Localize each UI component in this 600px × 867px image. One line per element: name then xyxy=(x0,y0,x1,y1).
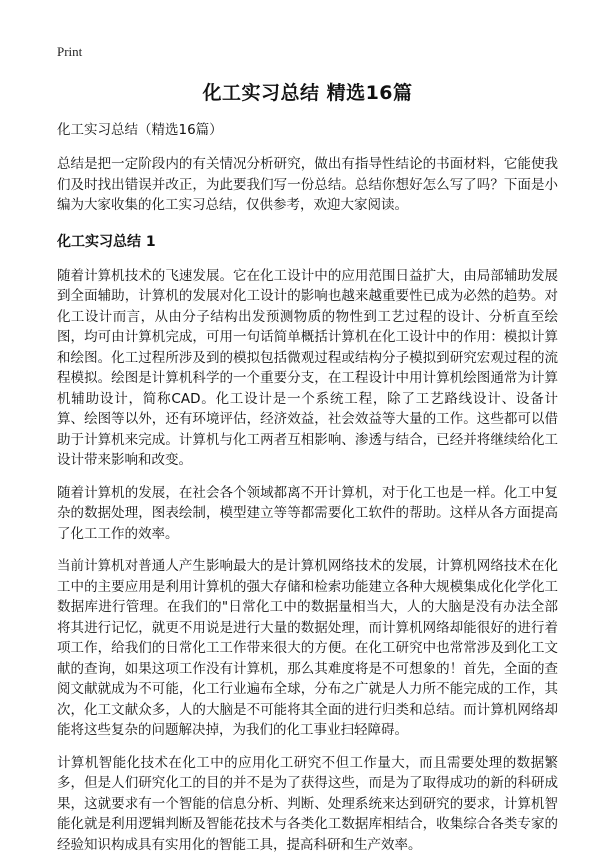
document-title: 化工实习总结 精选16篇 xyxy=(202,82,413,104)
body-paragraph-4: 计算机智能化技术在化工中的应用化工研究不但工作量大，而且需要处理的数据繁多，但是人们研究化工的目的并不是为了获得这些，而是为了取得成功的新的科研成果，这就要求有一个智能的信息分析、判断、处理系统来达到研究的要求，计算机智能化就是利用逻辑判断及智能花技术与各类化工数据库相结合，收集综合各类专家的经验知识构成具有实用化的智能工具，提高科研和生产效率。 xyxy=(57,754,558,853)
section-heading: 化工实习总结 1 xyxy=(57,233,156,250)
document-body xyxy=(57,120,558,867)
intro-paragraph: 总结是把一定阶段内的有关情况分析研究，做出有指导性结论的书面材料，它能使我们及时找出错误并改正，为此要我们写一份总结。总结你想好怎么写了吗？下面是小编为大家收集的化工实习总结，仅供参考，欢迎大家阅读。 xyxy=(57,156,558,213)
body-paragraph-3: 当前计算机对普通人产生影响最大的是计算机网络技术的发展，计算机网络技术在化工中的主要应用是利用计算机的强大存储和检索功能建立各种大规模集成化化学化工数据库进行管理。在我们的"日常化工中的数据量相当大，人的大脑是没有办法全部将其进行记忆，就更不用说是进行大量的数据处理，而计算机网络却能很好的进行着项工作，给我们的日常化工工作带来很大的方便。在化工研究中也常常涉及到化工文献的查询，如果这项工作没有计算机，那么其难度将是不可想象的！首先，全面的查阅文献就成为不可能，化工行业遍布全球，分布之广就是人力所不能完成的工作，其次，化工文献众多，人的大脑是不可能将其全面的进行归类和总结。而计算机网络却能将这些复杂的问题解决掉，为我们的化工事业扫轻障碍。 xyxy=(57,558,558,738)
print-link[interactable]: Print xyxy=(57,44,83,59)
body-paragraph-2: 随着计算机的发展，在社会各个领域都离不开计算机，对于化工也是一样。化工中复杂的数据处理，图表绘制，模型建立等等都需要化工软件的帮助。这样从各方面提高了化工工作的效率。 xyxy=(57,484,558,542)
body-paragraph-1: 随着计算机技术的飞速发展。它在化工设计中的应用范围日益扩大，由局部辅助发展到全面辅助，计算机的发展对化工设计的影响也越来越重要性已成为必然的趋势。对化工设计而言，从由分子结构出发预测物质的物性到工艺过程的设计、分析直至绘图，均可由计算机完成，可用一句话简单概括计算机在化工设计中的作用：模拟计算和绘图。化工过程所涉及到的模拟包括微观过程或结构分子模拟到研究宏观过程的流程模拟。绘图是计算机科学的一个重要分支，在工程设计中用计算机绘图通常为计算机辅助设计，简称CAD。化工设计是一个系统工程，除了工艺路线设计、设备计算、绘图等以外，还有环境评估，经济效益，社会效益等大量的工作。这些都可以借助于计算机来完成。计算机与化工两者互相影响、渗透与结合，已经并将继续给化工设计带来影响和改变。 xyxy=(57,267,558,468)
document-subtitle: 化工实习总结（精选16篇） xyxy=(57,122,223,138)
